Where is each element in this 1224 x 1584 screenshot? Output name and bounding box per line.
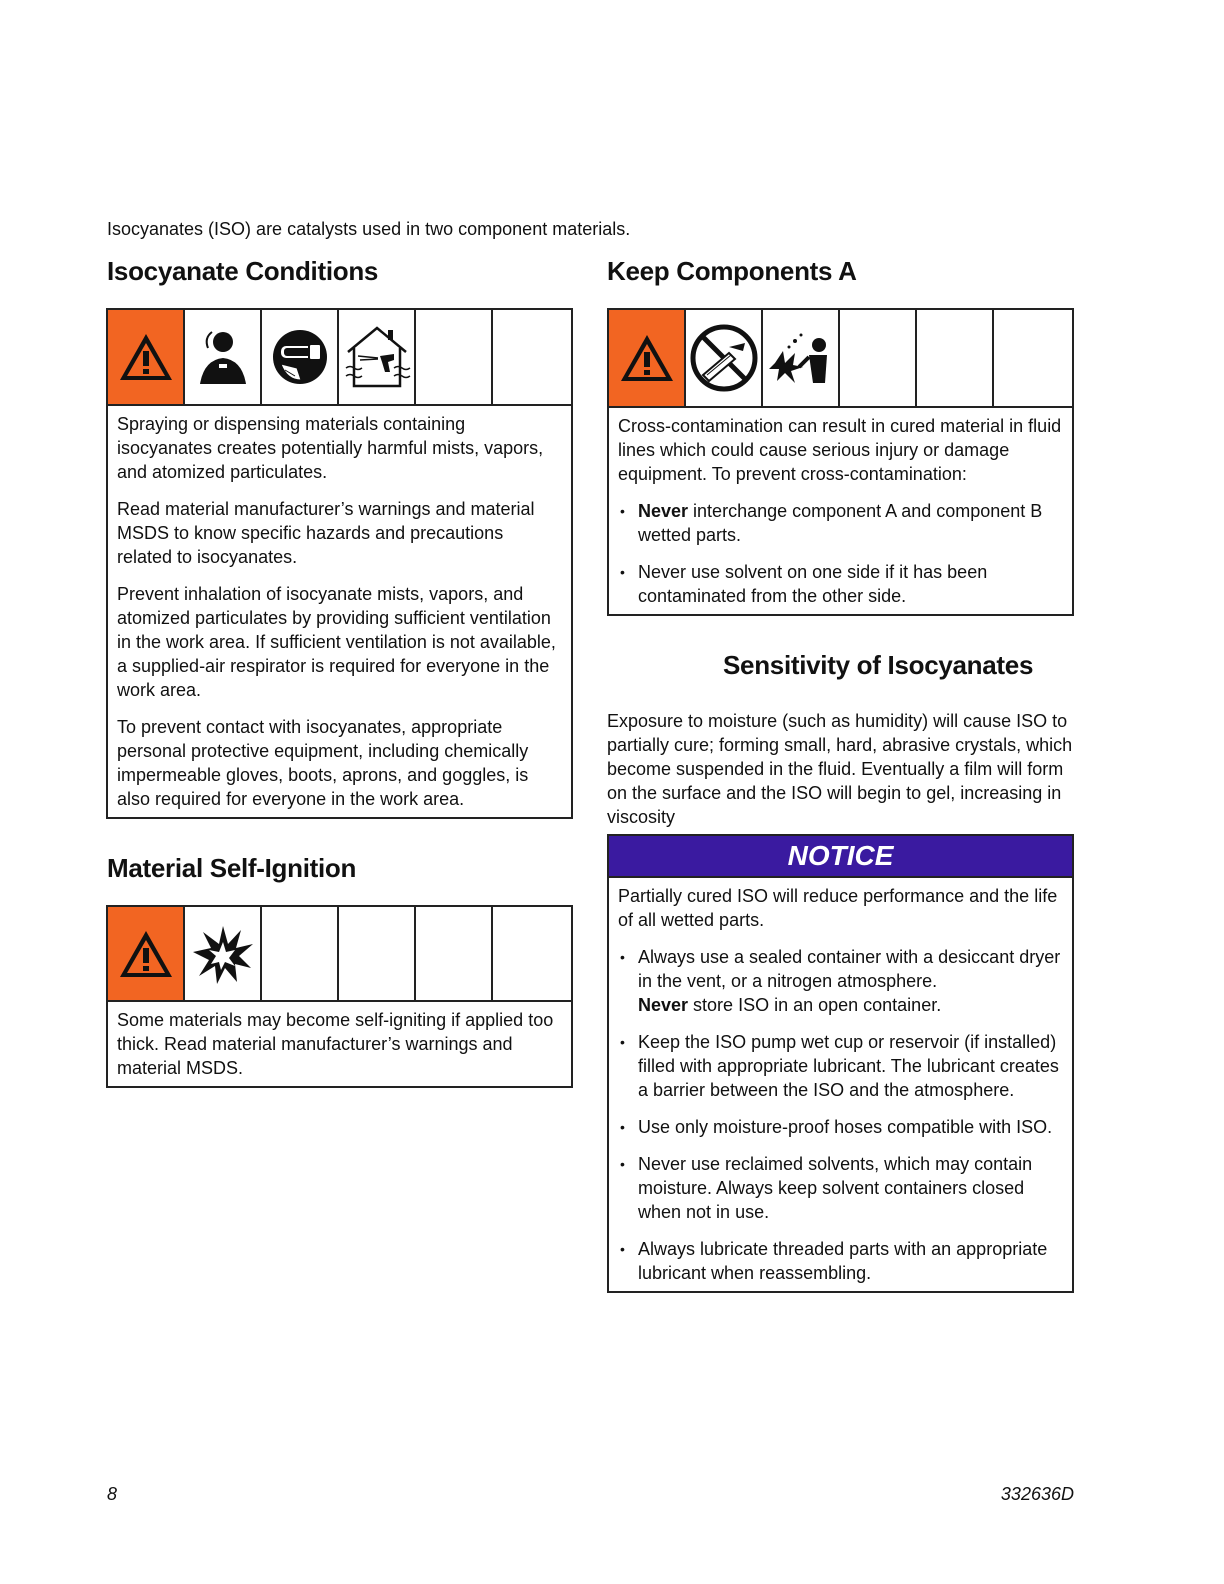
sensitivity-paragraph: Exposure to moisture (such as humidity) will cause ISO to partially cure; forming small, hard, abrasive crystals, which become suspended in the fluid. Eventually a film will form on the surface and the ISO will begin to gel, increasing in viscosity (607, 711, 1073, 827)
empty-icon-cell (493, 907, 570, 1000)
intro-text: Isocyanates (ISO) are catalysts used in two component materials. (107, 219, 631, 239)
list-item (618, 945, 1063, 1017)
icon-row (108, 310, 571, 406)
list-item: • Keep the ISO pump wet cup or reservoir (if installed) filled with appropriate lubricant. The lubricant creates a barrier between the ISO and the atmosphere. (618, 1030, 1063, 1102)
warning-triangle-icon (609, 310, 686, 406)
warning-box-self-ignition (106, 905, 573, 1088)
heading-material-self-ignition: Material Self-Ignition (107, 853, 357, 883)
list-item: • Use only moisture-proof hoses compatible with ISO. (618, 1115, 1063, 1139)
list-item (618, 499, 1063, 547)
empty-icon-cell (840, 310, 917, 406)
empty-icon-cell (416, 310, 493, 404)
paragraph: Some materials may become self-igniting if applied too thick. Read material manufacturer’s warnings and material MSDS. (117, 1010, 554, 1078)
paragraph: Prevent inhalation of isocyanate mists, vapors, and atomized particulates by providing sufficient ventilation in the work area. If sufficient ventilation is not available, a supplied-air respirator is required for everyone in the work area. (117, 584, 556, 700)
no-cross-contamination-icon (686, 310, 763, 406)
bullet-text: interchange component A and component B wetted parts. (638, 501, 1043, 545)
respirator-inhalation-icon (185, 310, 262, 404)
paragraph: Partially cured ISO will reduce performance and the life of all wetted parts. (618, 886, 1058, 930)
bold-never: Never (638, 501, 689, 521)
heading-isocyanate-conditions: Isocyanate Conditions (107, 256, 379, 286)
heading-sensitivity: Sensitivity of Isocyanates (723, 650, 1034, 680)
warning-triangle-icon (108, 907, 185, 1000)
warning-box-keep-components (607, 308, 1074, 616)
warning-box-isocyanate-conditions (106, 308, 573, 819)
bold-never: Never (638, 995, 689, 1015)
bullet-list (618, 945, 1063, 1285)
heading-keep-components: Keep Components A (607, 256, 857, 286)
document-number: 332636D (1000, 1484, 1074, 1504)
ventilation-spray-icon (339, 310, 416, 404)
paragraph: To prevent contact with isocyanates, appropriate personal protective equipment, including chemically impermeable gloves, boots, aprons, and goggles, is also required for everyone in the work area. (117, 717, 529, 809)
list-item: • Never use solvent on one side if it has been contaminated from the other side. (618, 560, 1063, 608)
paragraph: Read material manufacturer’s warnings and material MSDS to know specific hazards and precautions related to isocyanates. (117, 499, 535, 567)
list-item: • Never use reclaimed solvents, which may contain moisture. Always keep solvent containers closed when not in use. (618, 1152, 1063, 1224)
empty-icon-cell (994, 310, 1071, 406)
bullet-text: store ISO in an open container. (688, 995, 942, 1015)
face-mask-goggles-icon (262, 310, 339, 404)
icon-row (108, 907, 571, 1002)
warning-text (609, 408, 1072, 614)
paragraph: Spraying or dispensing materials containing isocyanates creates potentially harmful mists, vapors, and atomized particulates. (117, 414, 544, 482)
empty-icon-cell (917, 310, 994, 406)
page-number: 8 (107, 1484, 118, 1504)
empty-icon-cell (262, 907, 339, 1000)
empty-icon-cell (339, 907, 416, 1000)
empty-icon-cell (416, 907, 493, 1000)
injury-splash-icon (763, 310, 840, 406)
notice-text (609, 878, 1072, 1291)
bullet-list (618, 499, 1063, 608)
explosion-icon (185, 907, 262, 1000)
bullet-text: Always use a sealed container with a desiccant dryer in the vent, or a nitrogen atmosphere. (638, 947, 1061, 991)
empty-icon-cell (493, 310, 570, 404)
paragraph: Cross-contamination can result in cured material in fluid lines which could cause serious injury or damage equipment. To prevent cross-contamination: (618, 416, 1062, 484)
notice-title: NOTICE (609, 836, 1072, 878)
warning-text (108, 406, 571, 817)
icon-row (609, 310, 1072, 408)
warning-text (108, 1002, 571, 1086)
list-item: • Always lubricate threaded parts with an appropriate lubricant when reassembling. (618, 1237, 1063, 1285)
warning-triangle-icon (108, 310, 185, 404)
notice-box (607, 834, 1074, 1293)
